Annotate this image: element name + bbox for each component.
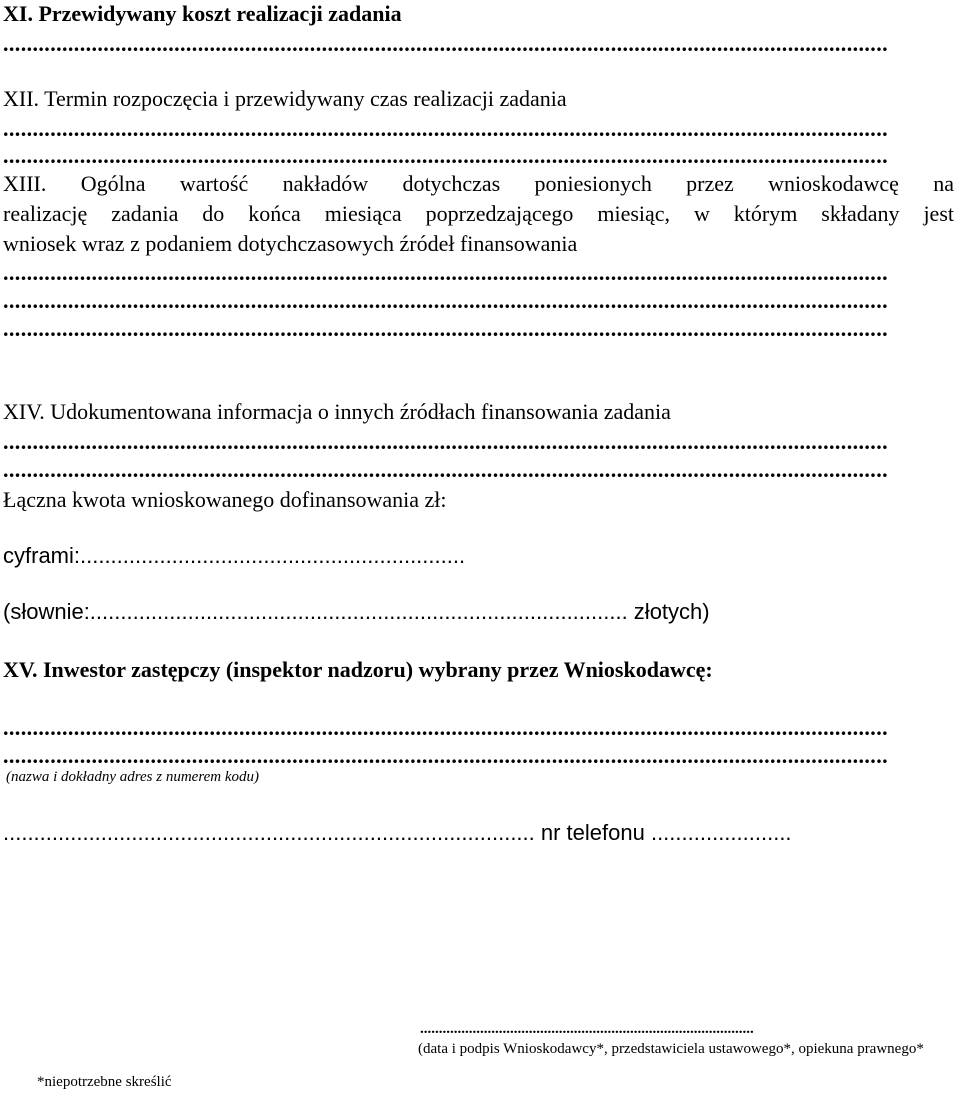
amount-in-digits: cyframi:............................................................... [3, 543, 466, 568]
section-xiv-dots-2: ...................................................................................................................................................... [3, 459, 888, 481]
total-amount-heading: Łączna kwota wnioskowanego dofinansowania zł: [3, 487, 447, 512]
section-xii-dots-1: ...................................................................................................................................................... [3, 118, 888, 140]
section-xiv-dots-1: ...................................................................................................................................................... [3, 431, 888, 453]
section-xiii-line-1: XIII. Ogólna wartość nakładów dotychczas poniesionych przez wnioskodawcę na [3, 171, 954, 196]
section-xii-dots-2: ...................................................................................................................................................... [3, 145, 888, 167]
signature-dots: ......................................................................................... [420, 1021, 754, 1037]
section-xiii-dots-3: ...................................................................................................................................................... [3, 318, 888, 340]
signature-caption: (data i podpis Wnioskodawcy*, przedstawiciela ustawowego*, opiekuna prawnego* [418, 1041, 924, 1057]
amount-in-words: (słownie:........................................................................................ złotych) [3, 599, 710, 624]
investor-address-hint: (nazwa i dokładny adres z numerem kodu) [6, 769, 260, 785]
section-xi-heading: XI. Przewidywany koszt realizacji zadania [3, 1, 402, 26]
section-xv-dots-2: ...................................................................................................................................................... [3, 745, 888, 767]
section-xiii-line-2: realizację zadania do końca miesiąca poprzedzającego miesiąc, w którym składany jest [3, 201, 954, 226]
section-xiii-dots-2: ...................................................................................................................................................... [3, 290, 888, 312]
section-xv-heading: XV. Inwestor zastępczy (inspektor nadzoru) wybrany przez Wnioskodawcę: [3, 657, 713, 682]
footnote: *niepotrzebne skreślić [37, 1074, 172, 1090]
section-xiv-heading: XIV. Udokumentowana informacja o innych źródłach finansowania zadania [3, 399, 671, 424]
section-xv-dots-1: ...................................................................................................................................................... [3, 717, 888, 739]
section-xiii-dots-1: ...................................................................................................................................................... [3, 262, 888, 284]
section-xii-heading: XII. Termin rozpoczęcia i przewidywany czas realizacji zadania [3, 86, 567, 111]
section-xi-dots: ...................................................................................................................................................... [3, 33, 888, 55]
section-xiii-line-3: wniosek wraz z podaniem dotychczasowych źródeł finansowania [3, 231, 578, 256]
phone-line: ....................................................................................... nr telefonu ....................... [3, 820, 792, 845]
